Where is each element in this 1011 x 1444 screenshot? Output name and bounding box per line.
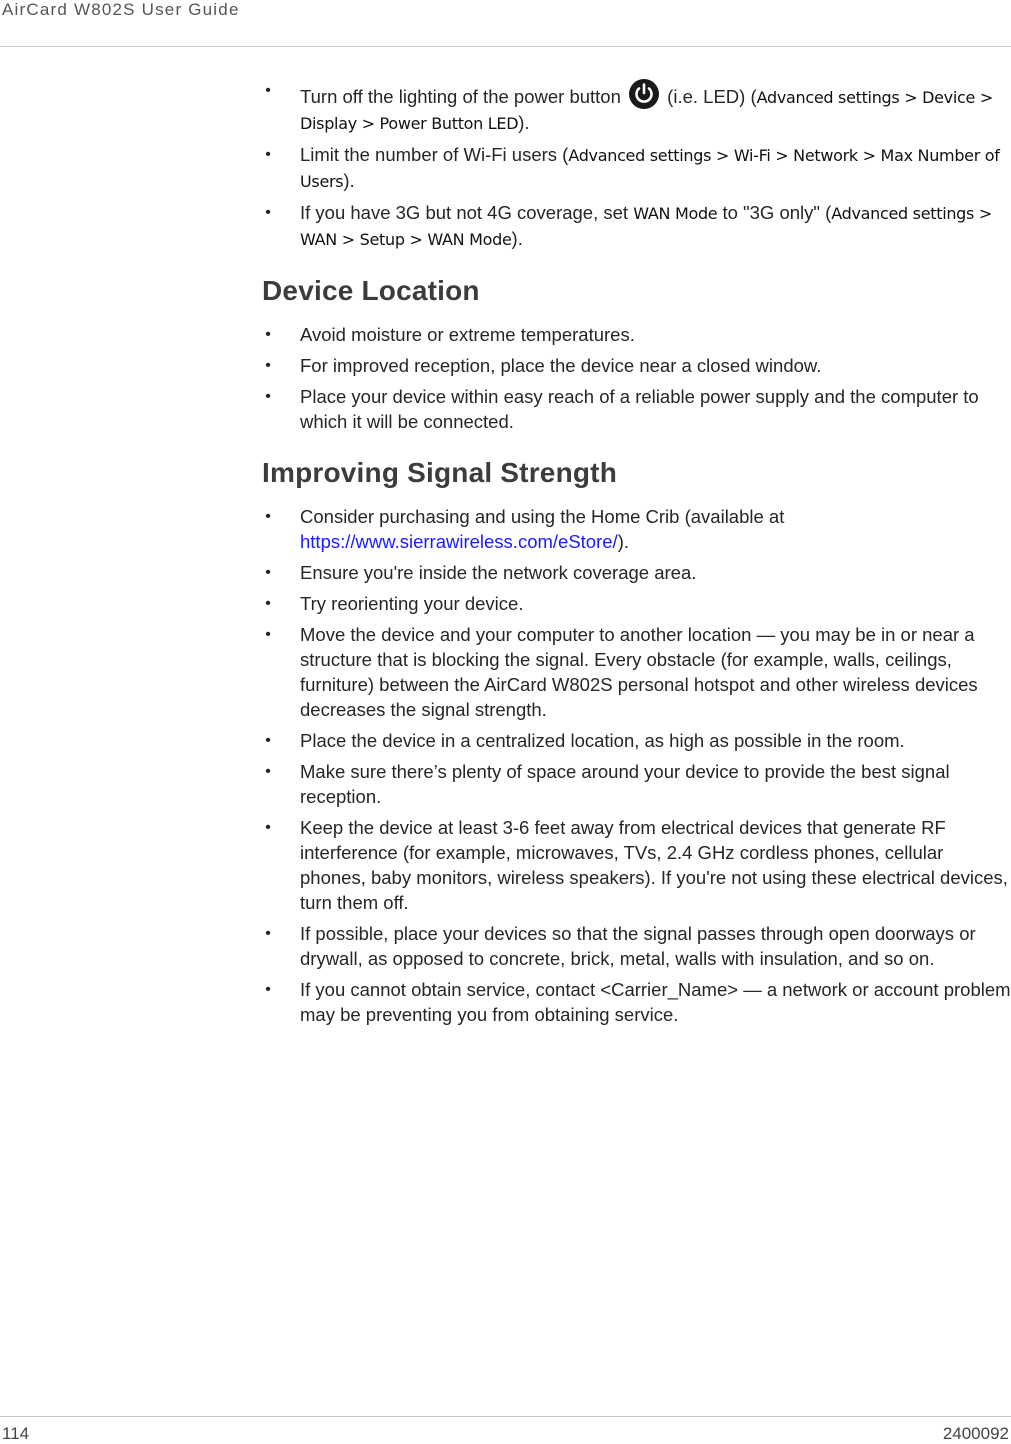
item-text: ). <box>343 170 355 191</box>
item-text: If you cannot obtain service, contact <Carrier_Name> — a network or account problem may be preventing you from obtaining service. <box>300 979 1011 1025</box>
bullet-marker: • <box>265 981 271 998</box>
menu-path: Advanced settings > WAN > Setup > WAN Mode <box>300 204 992 249</box>
list-item <box>262 622 1011 722</box>
list-item <box>262 591 1011 616</box>
list-item <box>262 728 1011 753</box>
item-text: to "3G only" ( <box>717 202 832 223</box>
document-number: 2400092 <box>942 1424 1009 1443</box>
list-item <box>262 322 1011 347</box>
item-text: Try reorienting your device. <box>300 593 524 614</box>
list-item <box>262 921 1011 971</box>
list-item <box>262 78 1011 136</box>
bullet-marker: • <box>265 925 271 942</box>
item-text: Keep the device at least 3-6 feet away from electrical devices that generate RF interference (for example, microwaves, TVs, 2.4 GHz cordless phones, cellular phones, baby monitors, wireless speakers). If you're not using these electrical devices, turn them off. <box>300 817 1008 913</box>
list-item <box>262 384 1011 434</box>
header-divider <box>0 46 1011 47</box>
item-text: Turn off the lighting of the power button <box>300 86 627 107</box>
power-tips-list <box>262 78 1011 252</box>
bullet-marker: • <box>265 82 271 99</box>
item-text: Move the device and your computer to another location — you may be in or near a structure that is blocking the signal. Every obstacle (for example, walls, ceilings, furniture) between the AirCard W802S personal hotspot and other wireless devices decreases the signal strength. <box>300 624 978 720</box>
item-text: ). <box>518 112 530 133</box>
item-text: (i.e. LED) ( <box>662 86 757 107</box>
item-text: Consider purchasing and using the Home Crib (available at <box>300 506 785 527</box>
bullet-marker: • <box>265 819 271 836</box>
bullet-marker: • <box>265 732 271 749</box>
item-text: If possible, place your devices so that the signal passes through open doorways or drywall, as opposed to concrete, brick, metal, walls with insulation, and so on. <box>300 923 976 969</box>
bullet-marker: • <box>265 508 271 525</box>
bullet-marker: • <box>265 626 271 643</box>
running-header-title: AirCard W802S User Guide <box>2 0 240 19</box>
list-item <box>262 200 1011 252</box>
page-body <box>262 78 1011 1033</box>
estore-link[interactable]: https://www.sierrawireless.com/eStore/ <box>300 531 618 552</box>
bullet-marker: • <box>265 146 271 163</box>
item-text: Make sure there’s plenty of space around your device to provide the best signal reception. <box>300 761 950 807</box>
list-item <box>262 142 1011 194</box>
device-location-list <box>262 322 1011 434</box>
section-heading-device-location: Device Location <box>262 275 480 306</box>
footer-divider <box>0 1416 1011 1417</box>
menu-path: Advanced settings > Wi-Fi > Network > Max Number of Users <box>300 146 1000 191</box>
list-item <box>262 759 1011 809</box>
item-text: Ensure you're inside the network coverage area. <box>300 562 697 583</box>
menu-path: Advanced settings > Device > Display > Power Button LED <box>300 88 993 133</box>
bullet-marker: • <box>265 388 271 405</box>
item-text: Place your device within easy reach of a reliable power supply and the computer to which it will be connected. <box>300 386 979 432</box>
list-item <box>262 504 1011 554</box>
bullet-marker: • <box>265 326 271 343</box>
list-item <box>262 977 1011 1027</box>
list-item <box>262 353 1011 378</box>
list-item <box>262 815 1011 915</box>
item-text: For improved reception, place the device near a closed window. <box>300 355 822 376</box>
setting-name: WAN Mode <box>633 204 718 223</box>
list-item <box>262 560 1011 585</box>
signal-strength-list <box>262 504 1011 1027</box>
power-icon <box>628 78 660 110</box>
page-number: 114 <box>2 1424 30 1443</box>
bullet-marker: • <box>265 564 271 581</box>
item-text: Limit the number of Wi-Fi users ( <box>300 144 569 165</box>
item-text: ). <box>511 228 523 249</box>
bullet-marker: • <box>265 204 271 221</box>
item-text: ). <box>617 531 629 552</box>
bullet-marker: • <box>265 595 271 612</box>
section-heading-signal-strength: Improving Signal Strength <box>262 457 618 488</box>
item-text: Avoid moisture or extreme temperatures. <box>300 324 635 345</box>
item-text: If you have 3G but not 4G coverage, set <box>300 202 634 223</box>
item-text: Place the device in a centralized location, as high as possible in the room. <box>300 730 905 751</box>
bullet-marker: • <box>265 763 271 780</box>
bullet-marker: • <box>265 357 271 374</box>
